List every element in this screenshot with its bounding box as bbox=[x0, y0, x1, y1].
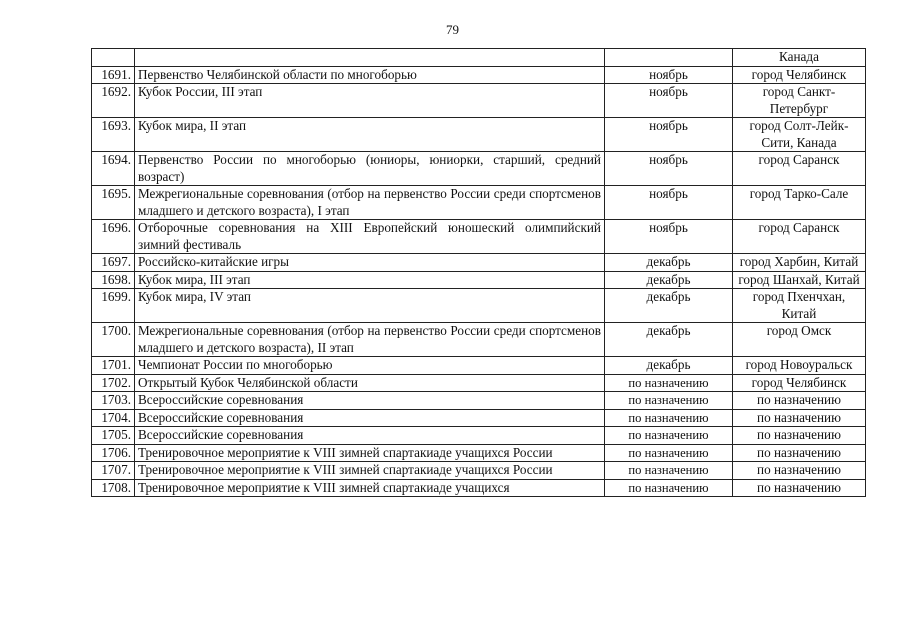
event-name: Первенство Челябинской области по многоборью bbox=[135, 66, 605, 84]
table-row bbox=[92, 444, 866, 462]
table-row bbox=[92, 271, 866, 289]
row-number: 1704. bbox=[92, 409, 135, 427]
event-place: город Солт-Лейк-Сити, Канада bbox=[733, 118, 866, 152]
event-name: Межрегиональные соревнования (отбор на первенство России среди спортсменов младшего и детского возраста), II этап bbox=[135, 323, 605, 357]
event-name: Кубок России, III этап bbox=[135, 84, 605, 118]
row-number: 1696. bbox=[92, 220, 135, 254]
event-date: декабрь bbox=[605, 323, 733, 357]
event-date: по назначению bbox=[605, 409, 733, 427]
event-date: декабрь bbox=[605, 289, 733, 323]
event-place: город Пхенчхан, Китай bbox=[733, 289, 866, 323]
event-date: ноябрь bbox=[605, 152, 733, 186]
event-date: декабрь bbox=[605, 357, 733, 375]
event-place: город Новоуральск bbox=[733, 357, 866, 375]
table-row bbox=[92, 357, 866, 375]
event-name: Всероссийские соревнования bbox=[135, 409, 605, 427]
event-place: город Тарко-Сале bbox=[733, 186, 866, 220]
row-number: 1702. bbox=[92, 374, 135, 392]
event-date: декабрь bbox=[605, 254, 733, 272]
event-place: город Омск bbox=[733, 323, 866, 357]
event-place: город Санкт-Петербург bbox=[733, 84, 866, 118]
table-row bbox=[92, 392, 866, 410]
event-place: по назначению bbox=[733, 409, 866, 427]
event-name: Кубок мира, II этап bbox=[135, 118, 605, 152]
event-place: по назначению bbox=[733, 427, 866, 445]
table-row bbox=[92, 479, 866, 497]
row-number: 1707. bbox=[92, 462, 135, 480]
table-row bbox=[92, 49, 866, 67]
row-number: 1699. bbox=[92, 289, 135, 323]
event-place: город Саранск bbox=[733, 152, 866, 186]
event-name: Всероссийские соревнования bbox=[135, 427, 605, 445]
table-row bbox=[92, 289, 866, 323]
table-row bbox=[92, 186, 866, 220]
row-number: 1693. bbox=[92, 118, 135, 152]
row-number: 1692. bbox=[92, 84, 135, 118]
table-row bbox=[92, 409, 866, 427]
event-place: по назначению bbox=[733, 462, 866, 480]
event-name: Чемпионат России по многоборью bbox=[135, 357, 605, 375]
row-number: 1691. bbox=[92, 66, 135, 84]
event-date: ноябрь bbox=[605, 186, 733, 220]
table-row bbox=[92, 254, 866, 272]
row-number: 1697. bbox=[92, 254, 135, 272]
row-number: 1708. bbox=[92, 479, 135, 497]
event-name: Кубок мира, III этап bbox=[135, 271, 605, 289]
event-date: ноябрь bbox=[605, 118, 733, 152]
event-place: город Челябинск bbox=[733, 374, 866, 392]
event-place: по назначению bbox=[733, 392, 866, 410]
row-number: 1705. bbox=[92, 427, 135, 445]
event-name: Российско-китайские игры bbox=[135, 254, 605, 272]
event-place: город Харбин, Китай bbox=[733, 254, 866, 272]
event-name: Первенство России по многоборью (юниоры, юниорки, старший, средний возраст) bbox=[135, 152, 605, 186]
row-number: 1701. bbox=[92, 357, 135, 375]
table-row bbox=[92, 84, 866, 118]
event-date: по назначению bbox=[605, 374, 733, 392]
event-date: по назначению bbox=[605, 462, 733, 480]
event-place: Канада bbox=[733, 49, 866, 67]
event-date: по назначению bbox=[605, 479, 733, 497]
table-row bbox=[92, 118, 866, 152]
table-row bbox=[92, 374, 866, 392]
event-name: Всероссийские соревнования bbox=[135, 392, 605, 410]
event-place: по назначению bbox=[733, 479, 866, 497]
event-date: по назначению bbox=[605, 444, 733, 462]
row-number: 1703. bbox=[92, 392, 135, 410]
row-number: 1694. bbox=[92, 152, 135, 186]
event-name: Отборочные соревнования на XIII Европейский юношеский олимпийский зимний фестиваль bbox=[135, 220, 605, 254]
event-date: по назначению bbox=[605, 427, 733, 445]
event-name: Тренировочное мероприятие к VIII зимней спартакиаде учащихся России bbox=[135, 462, 605, 480]
event-place: город Саранск bbox=[733, 220, 866, 254]
event-name: Кубок мира, IV этап bbox=[135, 289, 605, 323]
row-number: 1695. bbox=[92, 186, 135, 220]
event-date: декабрь bbox=[605, 271, 733, 289]
event-date: по назначению bbox=[605, 392, 733, 410]
row-number bbox=[92, 49, 135, 67]
event-date: ноябрь bbox=[605, 84, 733, 118]
event-name: Тренировочное мероприятие к VIII зимней спартакиаде учащихся bbox=[135, 479, 605, 497]
event-name: Тренировочное мероприятие к VIII зимней спартакиаде учащихся России bbox=[135, 444, 605, 462]
event-date: ноябрь bbox=[605, 220, 733, 254]
events-table bbox=[91, 48, 866, 497]
event-date: ноябрь bbox=[605, 66, 733, 84]
event-name: Открытый Кубок Челябинской области bbox=[135, 374, 605, 392]
event-date bbox=[605, 49, 733, 67]
table-row bbox=[92, 152, 866, 186]
table-row bbox=[92, 462, 866, 480]
table-row bbox=[92, 66, 866, 84]
event-name: Межрегиональные соревнования (отбор на первенство России среди спортсменов младшего и детского возраста), I этап bbox=[135, 186, 605, 220]
page-number: 79 bbox=[446, 22, 459, 37]
table-row bbox=[92, 427, 866, 445]
event-place: город Челябинск bbox=[733, 66, 866, 84]
event-place: по назначению bbox=[733, 444, 866, 462]
row-number: 1700. bbox=[92, 323, 135, 357]
table-row bbox=[92, 323, 866, 357]
event-name bbox=[135, 49, 605, 67]
table-row bbox=[92, 220, 866, 254]
event-place: город Шанхай, Китай bbox=[733, 271, 866, 289]
row-number: 1706. bbox=[92, 444, 135, 462]
row-number: 1698. bbox=[92, 271, 135, 289]
